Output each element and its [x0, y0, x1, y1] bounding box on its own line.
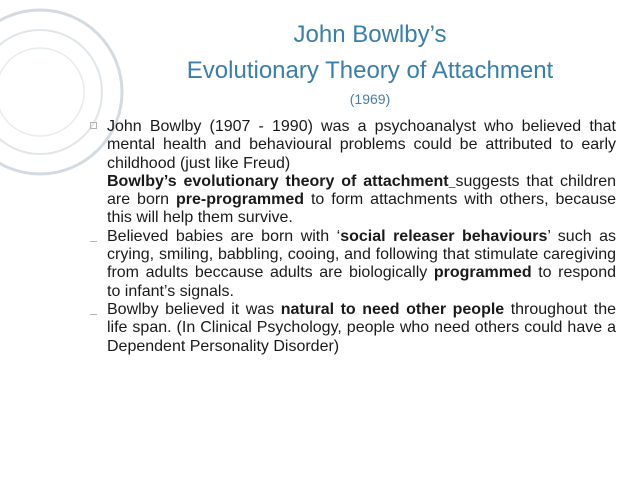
bullet-text: Bowlby believed it was	[107, 300, 281, 318]
bullet-item	[107, 301, 616, 356]
title-line-1: John Bowlby’s	[293, 21, 447, 48]
bullet-marker	[90, 307, 97, 315]
bullet-bold-text: programmed	[433, 264, 532, 282]
subtitle-year: (1969)	[349, 91, 391, 107]
bullet-item	[107, 118, 616, 173]
bullet-marker	[90, 122, 97, 129]
bullet-bold-text: social releaser behaviours	[340, 227, 548, 245]
bullet-bold-text: Bowlby’s evolutionary theory of attachment	[107, 172, 449, 190]
bullet-bold-text: pre-programmed	[176, 191, 305, 209]
bullet-bold-text: natural to need other people	[280, 300, 505, 318]
bullet-text: to respond to infant’s signals.	[107, 264, 616, 300]
deco-circle-center	[0, 48, 84, 136]
bullet-text: Believed babies are born with ‘	[107, 227, 341, 245]
bullet-text: suggests that children are born	[107, 172, 617, 209]
bullet-text: ’ such as crying, smiling, babbling, cooing, and following that stimulate caregiving from adults beccause adults are biologically	[107, 227, 617, 282]
deco-circle-inner	[0, 30, 102, 154]
bullet-item	[107, 228, 616, 301]
bullet-text: throughout the life span. (In Clinical Psychology, people who need others could have a Dependent Personality Disorder)	[107, 300, 616, 355]
bullet-marker	[90, 234, 97, 242]
title-line-2: Evolutionary Theory of Attachment	[186, 57, 554, 84]
bullet-text: to form attachments with others, because this will help them survive.	[107, 191, 616, 227]
underlined-space	[449, 173, 456, 190]
bullet-list	[107, 118, 616, 356]
bullet-item	[107, 173, 616, 228]
bullet-text: John Bowlby (1907 - 1990) was a psychoanalyst who believed that mental health and behavioural problems could be attributed to early childhood (just like Freud)	[107, 118, 616, 172]
